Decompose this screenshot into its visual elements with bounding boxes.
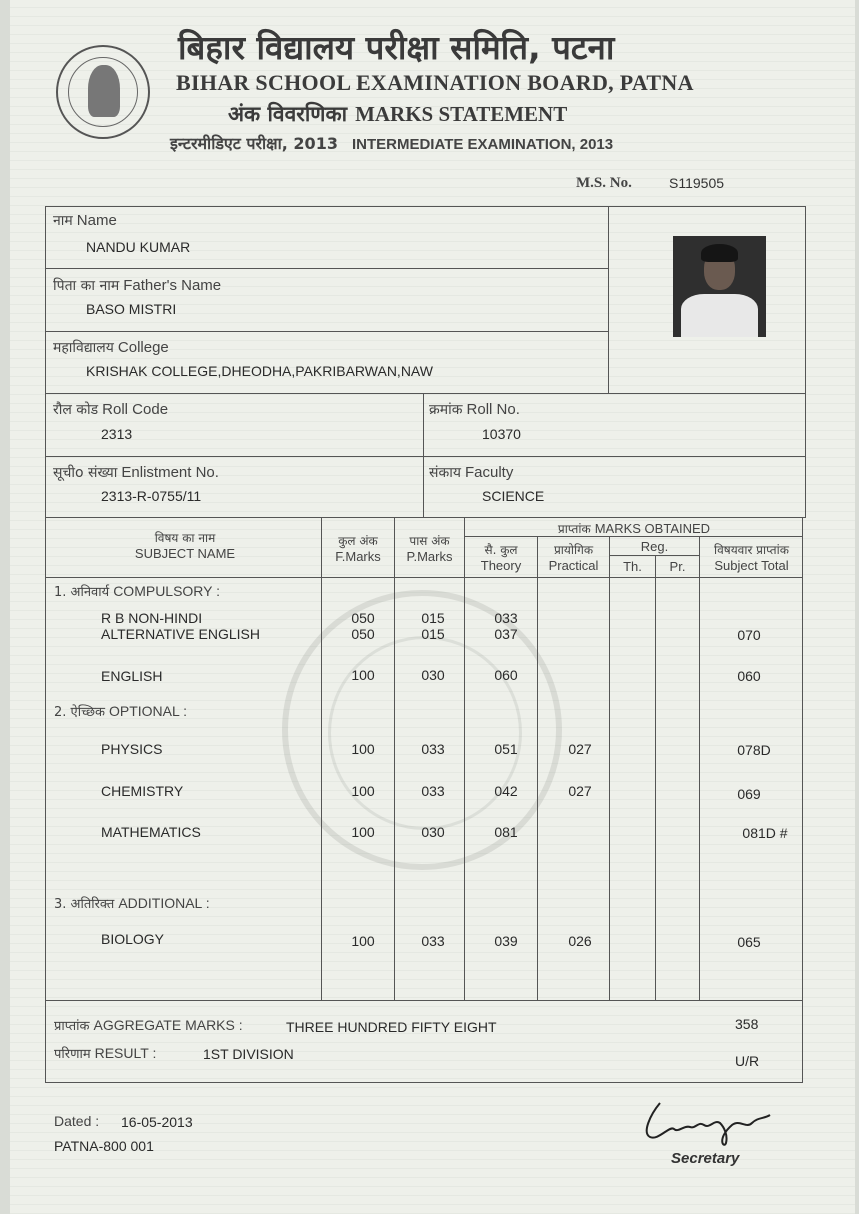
- row-subject: ENGLISH: [101, 668, 163, 684]
- roll-no-label: क्रमांक Roll No.: [429, 401, 520, 418]
- row-pmarks: 033: [421, 933, 445, 949]
- exam-title-english: INTERMEDIATE EXAMINATION, 2013: [351, 136, 614, 153]
- roll-code-label: रौल कोड Roll Code: [53, 401, 169, 418]
- roll-no-value: 10370: [482, 426, 521, 442]
- row-fmarks: 050: [351, 610, 375, 626]
- document-title-english: MARKS STATEMENT: [355, 102, 568, 126]
- row-fmarks: 050: [351, 626, 375, 642]
- practical-header: प्रायोगिक Practical: [548, 543, 599, 573]
- document-title: [228, 100, 567, 128]
- row-fmarks: 100: [351, 933, 375, 949]
- row-theory: 039: [494, 933, 518, 949]
- row-theory: 037: [494, 626, 518, 642]
- secretary-signature: [640, 1095, 790, 1150]
- result-label: परिणाम RESULT :: [54, 1045, 157, 1062]
- row-total: 078D: [737, 742, 771, 758]
- subject-total-header: विषयवार प्राप्तांक Subject Total: [714, 543, 789, 573]
- enlistment-value: 2313-R-0755/11: [101, 488, 202, 504]
- exam-title-hindi: इन्टरमीडिएट परीक्षा, 2013: [170, 134, 338, 153]
- aggregate-words: THREE HUNDRED FIFTY EIGHT: [286, 1019, 497, 1035]
- dated-label: Dated :: [54, 1113, 100, 1129]
- row-total: 070: [737, 627, 761, 643]
- student-name: NANDU KUMAR: [86, 239, 191, 255]
- reg-th-header: Th.: [623, 559, 642, 574]
- enlistment-label: सूचीo संख्या Enlistment No.: [53, 464, 219, 481]
- date-value: 16-05-2013: [121, 1114, 193, 1130]
- row-total: 060: [737, 668, 761, 684]
- board-title-english: BIHAR SCHOOL EXAMINATION BOARD, PATNA: [176, 70, 694, 95]
- row-subject: PHYSICS: [101, 741, 163, 757]
- ms-no-label: M.S. No.: [576, 175, 632, 191]
- faculty-label: संकाय Faculty: [429, 464, 514, 481]
- reg-pr-header: Pr.: [669, 559, 686, 574]
- aggregate-value: 358: [735, 1016, 759, 1032]
- row-practical: 027: [568, 741, 592, 757]
- name-label: नाम Name: [53, 212, 117, 229]
- row-pmarks: 033: [421, 783, 445, 799]
- row-subject: CHEMISTRY: [101, 783, 184, 799]
- row-theory: 051: [494, 741, 518, 757]
- subject-name-header: विषय का नाम SUBJECT NAME: [134, 531, 236, 561]
- secretary-label: Secretary: [671, 1150, 740, 1167]
- father-name: BASO MISTRI: [86, 301, 177, 317]
- row-pmarks: 033: [421, 741, 445, 757]
- roll-code-value: 2313: [101, 426, 133, 442]
- fmarks-header: कुल अंक F.Marks: [335, 534, 381, 564]
- row-total: 081D #: [742, 825, 788, 841]
- document-title-hindi: अंक विवरणिका: [228, 102, 348, 126]
- aggregate-label: प्राप्तांक AGGREGATE MARKS :: [54, 1017, 243, 1034]
- row-subject: R B NON-HINDI: [101, 610, 203, 626]
- father-name-label: पिता का नाम Father's Name: [53, 277, 222, 294]
- row-theory: 033: [494, 610, 518, 626]
- college-label: महाविद्यालय College: [53, 339, 169, 356]
- row-pmarks: 030: [421, 667, 445, 683]
- row-theory: 081: [494, 824, 518, 840]
- row-fmarks: 100: [351, 667, 375, 683]
- row-subject: ALTERNATIVE ENGLISH: [101, 626, 260, 642]
- address: PATNA-800 001: [54, 1138, 154, 1154]
- row-theory: 060: [494, 667, 518, 683]
- row-fmarks: 100: [351, 824, 375, 840]
- student-photo: [673, 236, 766, 337]
- section-optional: 2. ऐच्छिक OPTIONAL :: [54, 703, 188, 720]
- result-code: U/R: [735, 1053, 760, 1069]
- row-fmarks: 100: [351, 783, 375, 799]
- reg-header: Reg.: [640, 539, 669, 554]
- board-seal-logo: [56, 45, 150, 139]
- marks-obtained-header: प्राप्तांक MARKS OBTAINED: [557, 521, 711, 536]
- theory-header: सै. कुल Theory: [480, 543, 522, 573]
- row-theory: 042: [494, 783, 518, 799]
- row-pmarks: 015: [421, 626, 445, 642]
- row-pmarks: 015: [421, 610, 445, 626]
- board-title-hindi: बिहार विद्यालय परीक्षा समिति, पटना: [178, 28, 615, 67]
- ms-no-value: S119505: [669, 175, 725, 191]
- row-total: 065: [737, 934, 761, 950]
- college-name: KRISHAK COLLEGE,DHEODHA,PAKRIBARWAN,NAW: [86, 363, 433, 379]
- row-subject: MATHEMATICS: [101, 824, 201, 840]
- row-pmarks: 030: [421, 824, 445, 840]
- row-practical: 026: [568, 933, 592, 949]
- row-practical: 027: [568, 783, 592, 799]
- exam-title: [170, 132, 613, 154]
- pmarks-header: पास अंक P.Marks: [406, 534, 453, 564]
- result-value: 1ST DIVISION: [203, 1046, 294, 1062]
- row-subject: BIOLOGY: [101, 931, 165, 947]
- row-fmarks: 100: [351, 741, 375, 757]
- faculty-value: SCIENCE: [482, 488, 545, 504]
- row-total: 069: [737, 786, 761, 802]
- result-summary-box: [45, 1000, 803, 1083]
- section-compulsory: 1. अनिवार्य COMPULSORY :: [54, 583, 221, 600]
- section-additional: 3. अतिरिक्त ADDITIONAL :: [54, 895, 210, 912]
